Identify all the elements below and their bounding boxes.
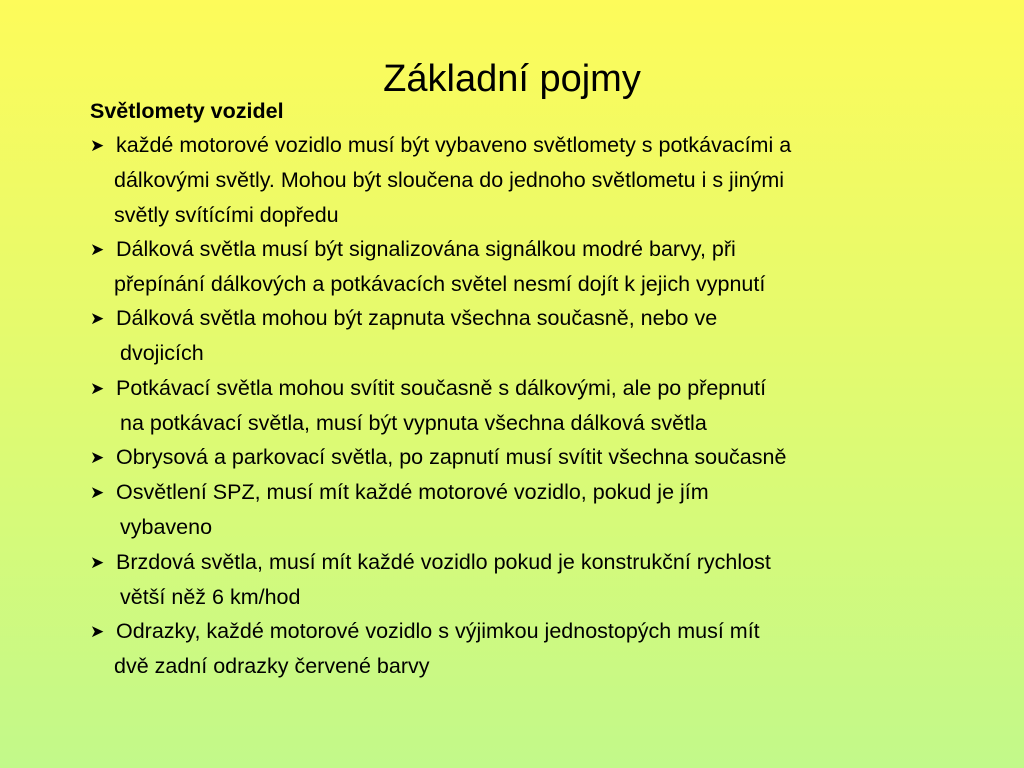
bullet-list (90, 128, 990, 683)
bullet-item (90, 475, 990, 544)
bullet-text: každé motorové vozidlo musí být vybaveno světlomety s potkávacími a (116, 133, 792, 158)
arrow-bullet-icon: ➤ (90, 483, 105, 503)
bullet-item (90, 614, 990, 683)
bullet-text-continuation: větší něž 6 km/hod (120, 584, 301, 609)
bullet-text-continuation: vybaveno (120, 515, 213, 540)
arrow-bullet-icon: ➤ (90, 378, 105, 398)
arrow-bullet-icon: ➤ (90, 136, 105, 156)
bullet-item (90, 440, 990, 475)
bullet-text-continuation: přepínání dálkových a potkávacích světel nesmí dojít k jejich vypnutí (114, 272, 766, 297)
bullet-text-continuation: dvojicích (120, 341, 204, 366)
arrow-bullet-icon: ➤ (90, 448, 105, 468)
section-heading: Světlomety vozidel (90, 99, 284, 123)
bullet-text: Potkávací světla mohou svítit současně s dálkovými, ale po přepnutí (116, 375, 767, 400)
bullet-item (90, 301, 990, 370)
bullet-item (90, 128, 990, 232)
arrow-bullet-icon: ➤ (90, 552, 105, 572)
bullet-text: Brzdová světla, musí mít každé vozidlo pokud je konstrukční rychlost (116, 549, 771, 574)
arrow-bullet-icon: ➤ (90, 622, 105, 642)
bullet-text: Odrazky, každé motorové vozidlo s výjimkou jednostopých musí mít (116, 619, 760, 644)
bullet-text-continuation: světly svítícími dopředu (114, 202, 339, 227)
bullet-item (90, 545, 990, 614)
arrow-bullet-icon: ➤ (90, 309, 105, 329)
bullet-text: Obrysová a parkovací světla, po zapnutí musí svítit všechna současně (116, 445, 787, 470)
bullet-text: Dálková světla musí být signalizována signálkou modré barvy, při (116, 236, 736, 261)
slide-content (90, 94, 990, 683)
arrow-bullet-icon: ➤ (90, 239, 105, 259)
bullet-text-continuation: dvě zadní odrazky červené barvy (114, 654, 430, 679)
slide-title: Základní pojmy (383, 58, 641, 100)
bullet-text: Osvětlení SPZ, musí mít každé motorové vozidlo, pokud je jím (116, 480, 709, 505)
bullet-text-continuation: dálkovými světly. Mohou být sloučena do jednoho světlometu i s jinými (114, 168, 785, 193)
bullet-item (90, 371, 990, 440)
bullet-text: Dálková světla mohou být zapnuta všechna současně, nebo ve (116, 306, 718, 331)
bullet-text-continuation: na potkávací světla, musí být vypnuta všechna dálková světla (120, 410, 707, 435)
bullet-item (90, 232, 990, 301)
